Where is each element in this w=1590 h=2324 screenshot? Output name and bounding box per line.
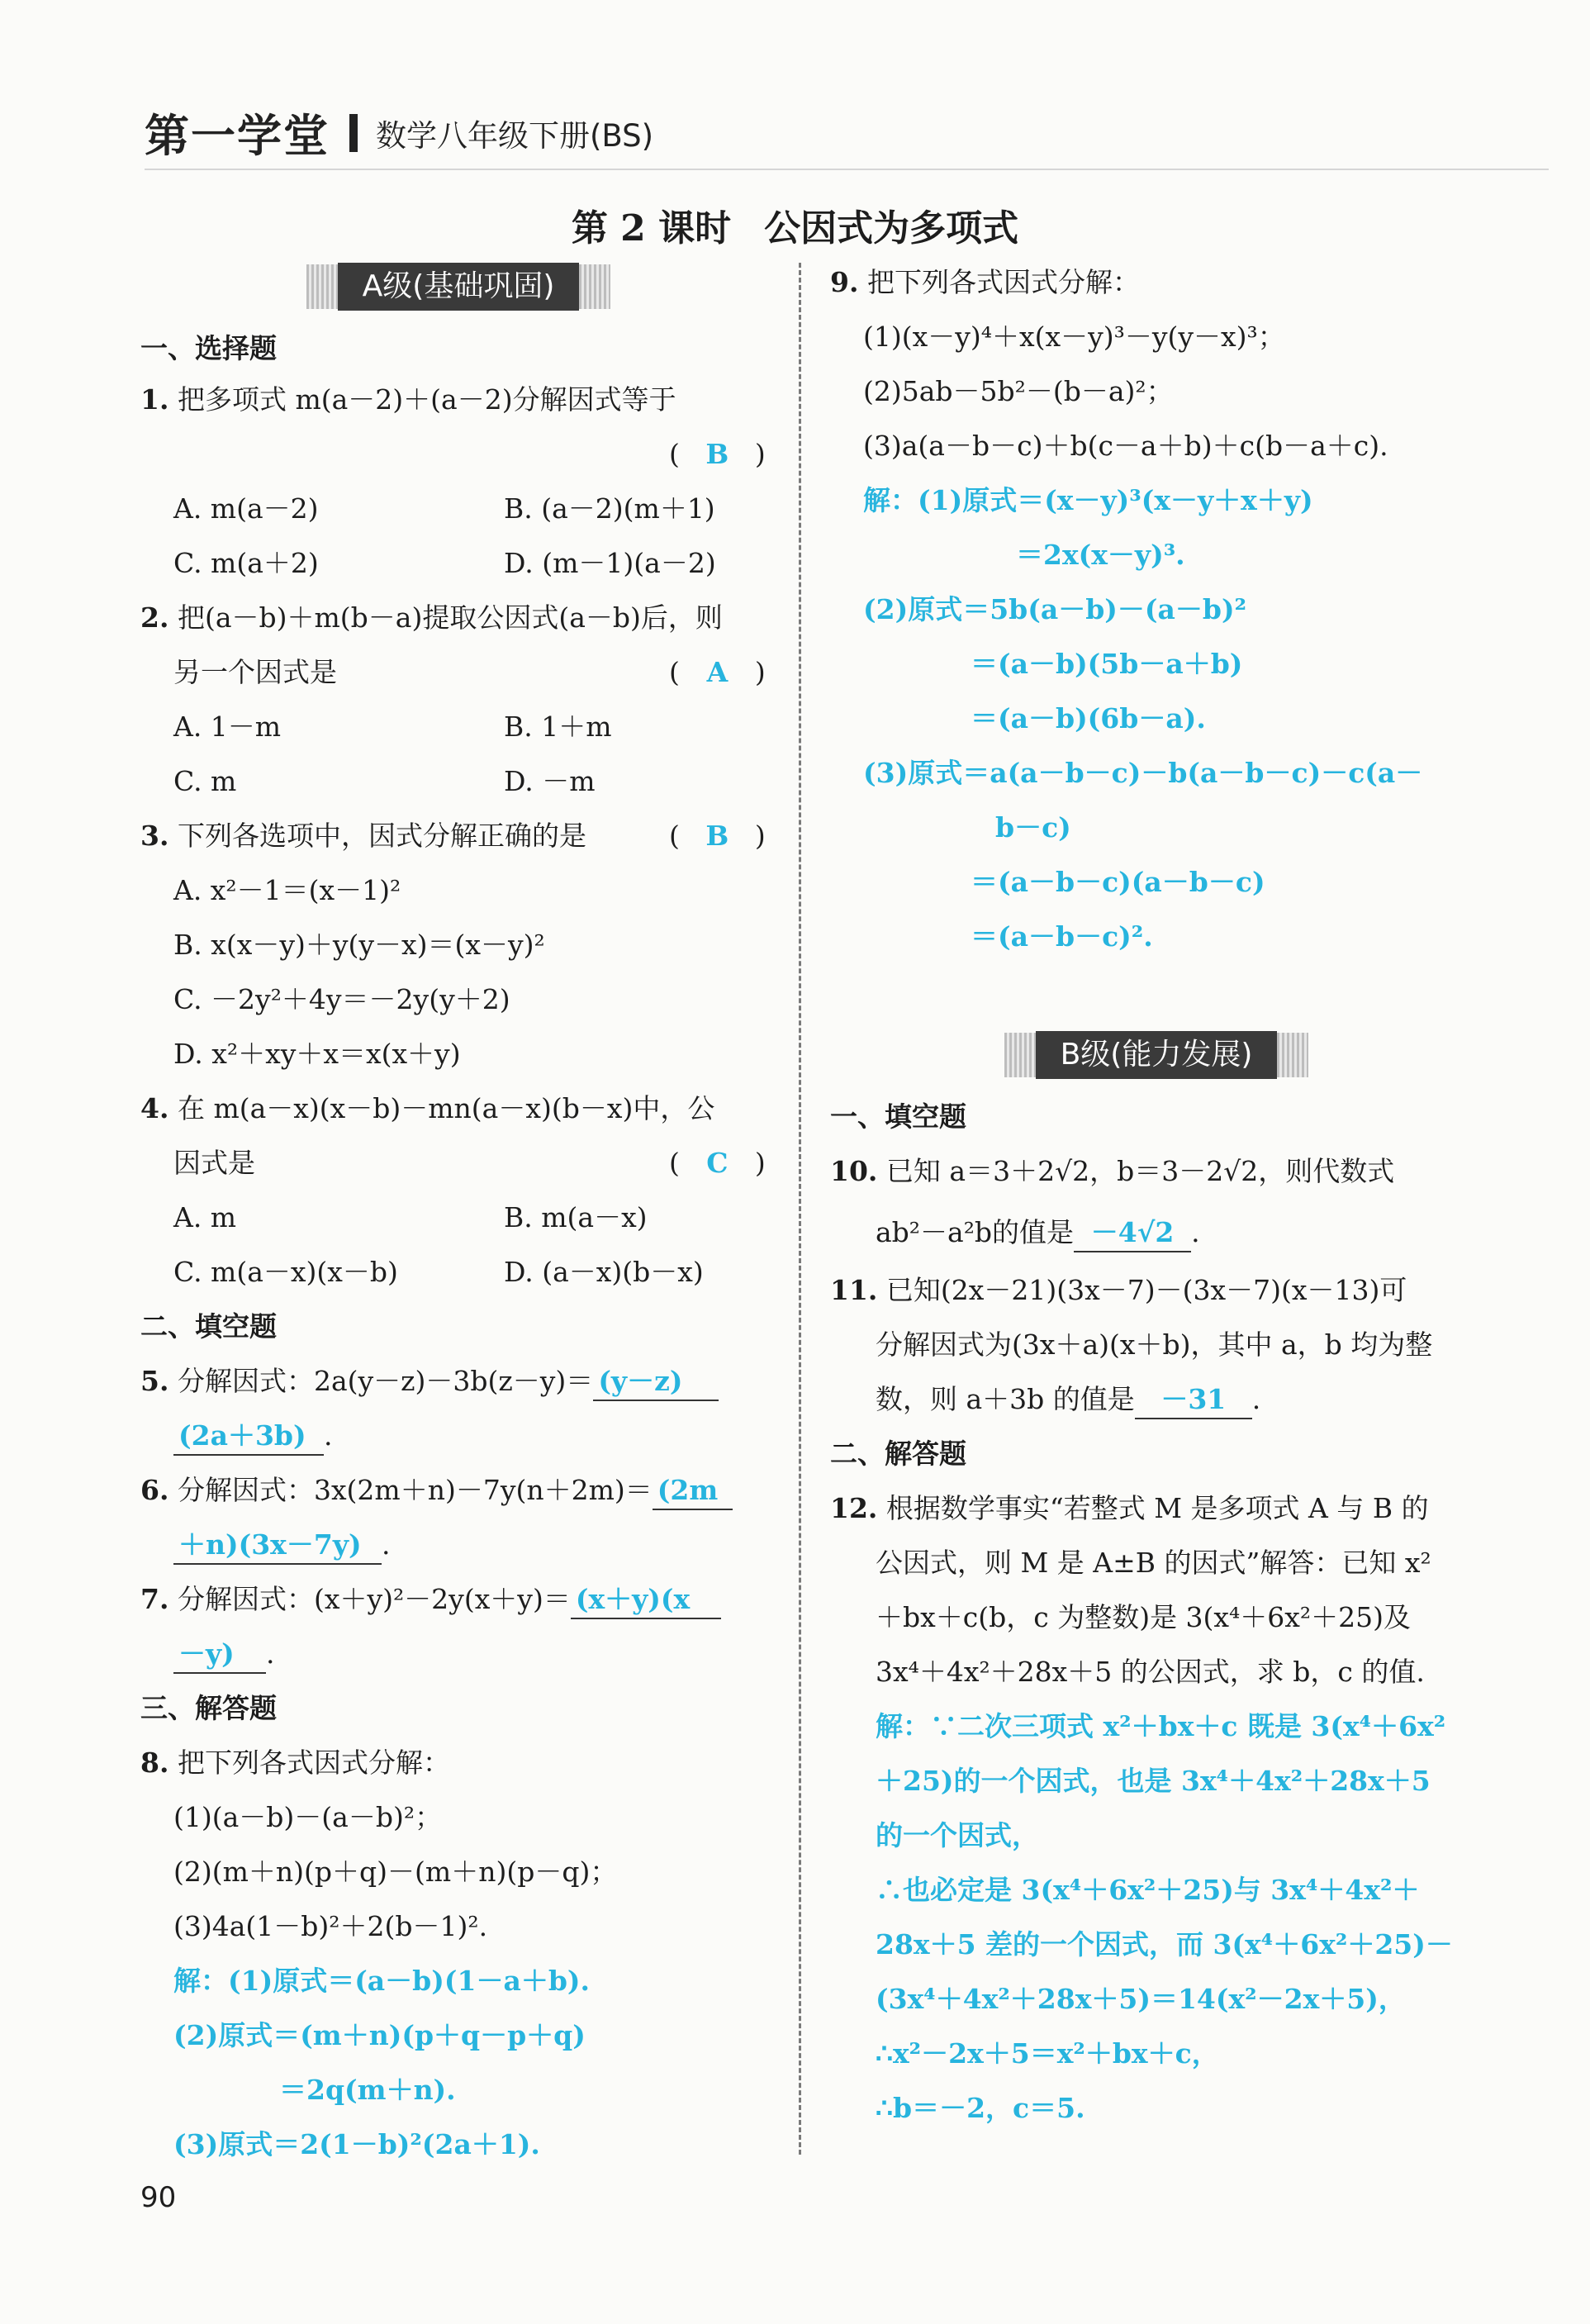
q12-solution-1: 解：∵二次三项式 x²＋bx＋c 既是 3(x⁴＋6x² [876, 1710, 1446, 1742]
page-header [145, 101, 653, 164]
q4-option-a: A. m [173, 1201, 237, 1233]
q3-option-b: B. x(x－y)＋y(y－x)＝(x－y)² [173, 929, 545, 961]
lesson-name: 公因式为多项式 [764, 207, 1019, 250]
q2-stem: 2. 把(a－b)＋m(b－a)提取公因式(a－b)后，则 [140, 601, 723, 634]
q12-solution-2: ＋25)的一个因式，也是 3x⁴＋4x²＋28x＋5 [876, 1765, 1431, 1797]
q9-solution-3: (3)原式＝a(a－b－c)－b(a－b－c)－c(a－ [863, 757, 1423, 789]
section-fill-b: 一、填空题 [830, 1100, 966, 1133]
book-title: 数学八年级下册(BS) [376, 117, 654, 154]
q1-option-a: A. m(a－2) [173, 492, 319, 525]
level-b-banner [1004, 1031, 1309, 1079]
q1-option-c: C. m(a＋2) [173, 547, 319, 579]
q9-solution-2: (2)原式＝5b(a－b)－(a－b)² [863, 593, 1247, 625]
q9-solution-3c: ＝(a－b－c)(a－b－c) [971, 866, 1265, 898]
q9-solution-3d: ＝(a－b－c)². [971, 920, 1153, 953]
q12-solution-3: 的一个因式， [876, 1819, 1039, 1851]
q12-solution-5: 28x＋5 差的一个因式，而 3(x⁴＋6x²＋25)－ [876, 1928, 1453, 1960]
q11-stem: 11. 已知(2x－21)(3x－7)－(3x－7)(x－13)可 [830, 1274, 1407, 1306]
q3-option-a: A. x²－1＝(x－1)² [173, 874, 401, 906]
level-a-label: A级(基础巩固) [338, 263, 580, 311]
section-solve-b: 二、解答题 [830, 1438, 966, 1470]
q4-option-c: C. m(a－x)(x－b) [173, 1256, 398, 1288]
q6-stem: 6. 分解因式：3x(2m＋n)－7y(n＋2m)＝ (2m [140, 1472, 733, 1510]
q8-solution-1: 解：(1)原式＝(a－b)(1－a＋b). [173, 1965, 591, 1997]
q6-answer-cont: ＋n)(3x－7y) . [173, 1527, 391, 1565]
q12-stem: 12. 根据数学事实“若整式 M 是多项式 A 与 B 的 [830, 1492, 1429, 1524]
q3-answer: ( B ) [669, 820, 766, 852]
q7-answer-cont: －y) . [173, 1636, 275, 1674]
q2-option-a: A. 1－m [173, 711, 282, 743]
q5-stem: 5. 分解因式：2a(y－z)－3b(z－y)＝ (y－z) [140, 1363, 719, 1401]
q9-solution-2b: ＝(a－b)(5b－a＋b) [971, 648, 1243, 680]
q9-solution-3b: b－c) [995, 811, 1071, 844]
q2-option-d: D. －m [504, 765, 596, 797]
q10-stem: 10. 已知 a＝3＋2√2，b＝3－2√2，则代数式 [830, 1155, 1395, 1187]
q2-option-c: C. m [173, 765, 237, 797]
q12-stem-3: ＋bx＋c(b，c 为整数)是 3(x⁴＋6x²＋25)及 [876, 1601, 1411, 1633]
q4-option-b: B. m(a－x) [504, 1201, 648, 1233]
q12-stem-2: 公因式，则 M 是 A±B 的因式”解答：已知 x² [876, 1547, 1431, 1579]
q1-answer: ( B ) [669, 438, 766, 470]
q8-solution-3: (3)原式＝2(1－b)²(2a＋1). [173, 2128, 540, 2160]
q2-option-b: B. 1＋m [504, 711, 612, 743]
q8-part-2: (2)(m＋n)(p＋q)－(m＋n)(p－q)； [173, 1856, 618, 1888]
header-divider [349, 114, 358, 152]
column-divider [799, 263, 801, 2155]
q8-part-1: (1)(a－b)－(a－b)²； [173, 1801, 443, 1833]
section-solve: 三、解答题 [140, 1692, 277, 1724]
page-number: 90 [140, 2181, 177, 2214]
q4-option-d: D. (a－x)(b－x) [504, 1256, 704, 1288]
q9-part-3: (3)a(a－b－c)＋b(c－a＋b)＋c(b－a＋c). [863, 430, 1388, 462]
section-fill: 二、填空题 [140, 1310, 277, 1343]
q12-stem-4: 3x⁴＋4x²＋28x＋5 的公因式，求 b，c 的值. [876, 1656, 1425, 1688]
q10-stem-cont: ab²－a²b的值是 －4√2 . [876, 1214, 1200, 1252]
q12-solution-4: ∴也必定是 3(x⁴＋6x²＋25)与 3x⁴＋4x²＋ [876, 1874, 1420, 1906]
q1-option-b: B. (a－2)(m＋1) [504, 492, 715, 525]
q12-solution-6: (3x⁴＋4x²＋28x＋5)＝14(x²－2x＋5)， [876, 1983, 1406, 2015]
q1-stem: 1. 把多项式 m(a－2)＋(a－2)分解因式等于 [140, 383, 676, 416]
q12-solution-8: ∴b＝－2，c＝5. [876, 2092, 1085, 2124]
lesson-title [0, 198, 1590, 251]
q7-stem: 7. 分解因式：(x＋y)²－2y(x＋y)＝ (x＋y)(x [140, 1581, 721, 1619]
q12-solution-7: ∴x²－2x＋5＝x²＋bx＋c， [876, 2037, 1219, 2070]
q2-answer: ( A ) [669, 656, 766, 688]
q2-stem-cont: 另一个因式是 [173, 656, 337, 688]
q1-option-d: D. (m－1)(a－2) [504, 547, 716, 579]
q4-stem-cont: 因式是 [173, 1147, 255, 1179]
q5-answer-cont: (2a＋3b) . [173, 1418, 333, 1456]
q11-stem-2: 分解因式为(3x＋a)(x＋b)，其中 a，b 均为整 [876, 1328, 1433, 1361]
q3-stem: 3. 下列各选项中，因式分解正确的是 [140, 820, 586, 852]
q9-part-2: (2)5ab－5b²－(b－a)²； [863, 375, 1174, 407]
level-b-label: B级(能力发展) [1036, 1031, 1278, 1079]
q8-stem: 8. 把下列各式因式分解： [140, 1747, 450, 1779]
header-rule [145, 169, 1549, 170]
brand-title: 第一学堂 [145, 109, 330, 162]
q9-part-1: (1)(x－y)⁴＋x(x－y)³－y(y－x)³； [863, 321, 1285, 353]
q3-option-d: D. x²＋xy＋x＝x(x＋y) [173, 1038, 461, 1070]
lesson-number: 第 2 课时 [571, 207, 732, 250]
q9-solution-1b: ＝2x(x－y)³. [1016, 539, 1185, 571]
q8-solution-2: (2)原式＝(m＋n)(p＋q－p＋q) [173, 2019, 586, 2051]
q4-stem: 4. 在 m(a－x)(x－b)－mn(a－x)(b－x)中，公 [140, 1092, 715, 1124]
q9-stem: 9. 把下列各式因式分解： [830, 266, 1140, 298]
q9-solution-2c: ＝(a－b)(6b－a). [971, 702, 1206, 734]
q4-answer: ( C ) [669, 1147, 766, 1179]
q9-solution-1: 解：(1)原式＝(x－y)³(x－y＋x＋y) [863, 484, 1313, 516]
q8-solution-2b: ＝2q(m＋n). [279, 2074, 456, 2106]
section-choice: 一、选择题 [140, 332, 277, 364]
q11-stem-3: 数，则 a＋3b 的值是 －31 . [876, 1381, 1260, 1419]
q3-option-c: C. －2y²＋4y＝－2y(y＋2) [173, 983, 510, 1015]
q8-part-3: (3)4a(1－b)²＋2(b－1)². [173, 1910, 488, 1942]
level-a-banner [306, 263, 611, 311]
